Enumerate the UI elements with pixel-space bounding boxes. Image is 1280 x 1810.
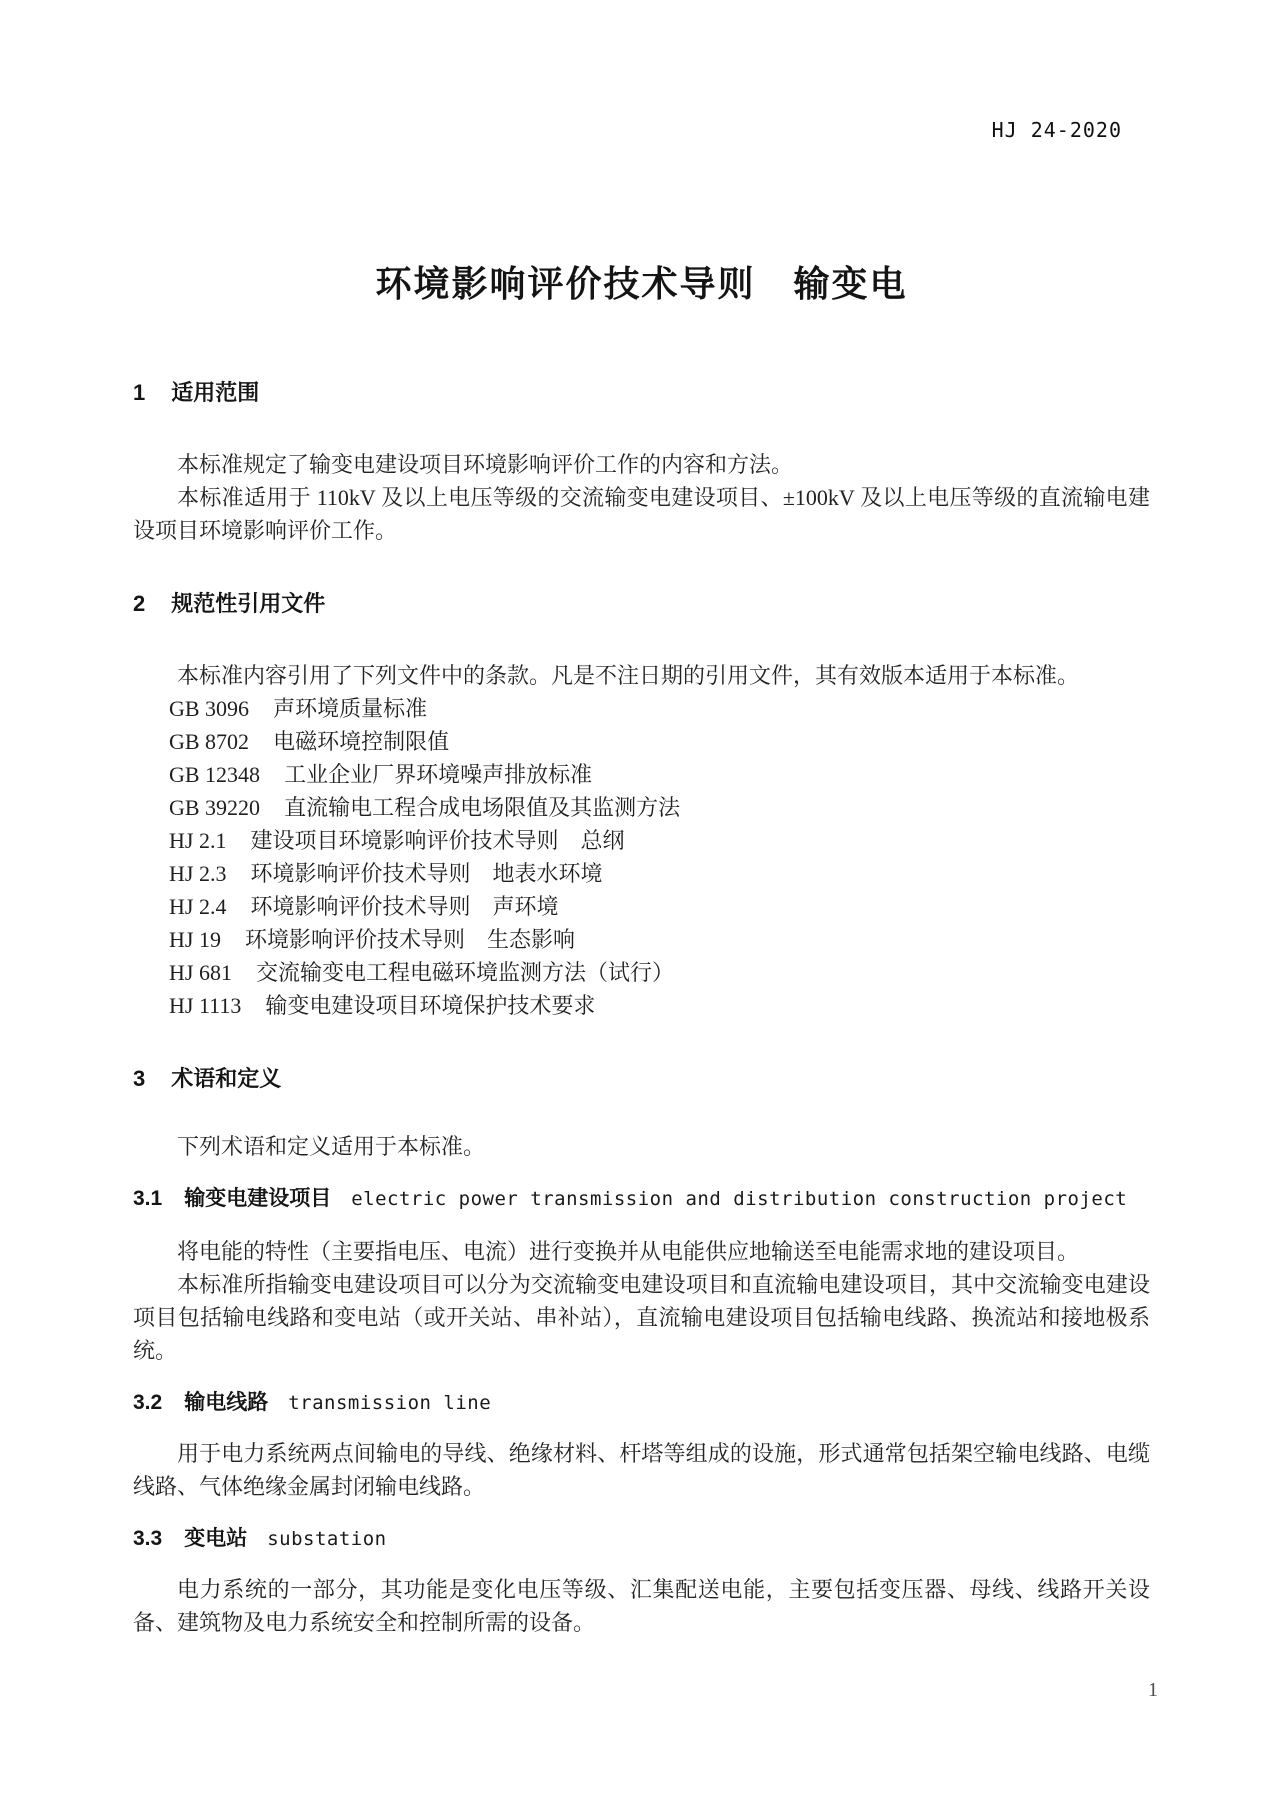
- reference-title: 环境影响评价技术导则 生态影响: [244, 927, 575, 952]
- section-1-paragraph-2: 本标准适用于 110kV 及以上电压等级的交流输变电建设项目、±100kV 及以上电压等级的直流输电建设项目环境影响评价工作。: [133, 485, 1150, 543]
- term-name-zh: 变电站: [184, 1527, 248, 1550]
- reference-list: [133, 692, 1150, 1022]
- reference-code: HJ 2.1: [169, 828, 227, 853]
- page-title: 环境影响评价技术导则 输变电: [375, 263, 908, 304]
- page-content: [0, 118, 1280, 1639]
- reference-code: GB 12348: [169, 762, 261, 787]
- term-number: 3.1: [133, 1187, 163, 1210]
- reference-title: 环境影响评价技术导则 地表水环境: [250, 861, 603, 886]
- section-1-title: 适用范围: [171, 380, 260, 405]
- term-name-en: substation: [267, 1528, 387, 1550]
- page-number: 1: [1148, 1679, 1158, 1701]
- section-3-number: 3: [133, 1066, 146, 1091]
- section-2-heading: [133, 589, 1150, 619]
- section-1-number: 1: [133, 380, 146, 405]
- reference-title: 直流输电工程合成电场限值及其监测方法: [284, 795, 681, 820]
- term-3-3-paragraph-1: 电力系统的一部分，其功能是变化电压等级、汇集配送电能，主要包括变压器、母线、线路开关设备、建筑物及电力系统安全和控制所需的设备。: [133, 1577, 1150, 1635]
- reference-title: 环境影响评价技术导则 声环境: [250, 894, 559, 919]
- reference-title: 工业企业厂界环境噪声排放标准: [284, 762, 593, 787]
- term-3-1-paragraph-2: 本标准所指输变电建设项目可以分为交流输变电建设项目和直流输电建设项目，其中交流输变电建设项目包括输电线路和变电站（或开关站、串补站），直流输电建设项目包括输电线路、换流站和接地极系统。: [133, 1272, 1150, 1363]
- reference-code: HJ 1113: [169, 993, 242, 1018]
- reference-title: 电磁环境控制限值: [273, 729, 450, 754]
- reference-code: GB 8702: [169, 729, 250, 754]
- reference-row: [169, 758, 1150, 791]
- section-3-title: 术语和定义: [171, 1066, 282, 1091]
- reference-row: [169, 923, 1150, 956]
- term-name-zh: 输电线路: [184, 1391, 269, 1414]
- reference-row: [169, 791, 1150, 824]
- section-3-heading: [133, 1064, 1150, 1094]
- reference-row: [169, 725, 1150, 758]
- section-1-heading: [133, 378, 1150, 408]
- section-2-title: 规范性引用文件: [171, 591, 326, 616]
- section-2-number: 2: [133, 591, 146, 616]
- reference-code: HJ 681: [169, 960, 232, 985]
- term-number: 3.3: [133, 1527, 163, 1550]
- reference-row: [169, 956, 1150, 989]
- reference-title: 声环境质量标准: [273, 696, 428, 721]
- reference-title: 输变电建设项目环境保护技术要求: [265, 993, 596, 1018]
- reference-title: 建设项目环境影响评价技术导则 总纲: [250, 828, 625, 853]
- term-heading-3-1: [133, 1185, 1150, 1213]
- reference-code: HJ 2.3: [169, 861, 227, 886]
- term-name-zh: 输变电建设项目: [184, 1187, 332, 1210]
- reference-code: GB 39220: [169, 795, 261, 820]
- section-1-paragraph-1: 本标准规定了输变电建设项目环境影响评价工作的内容和方法。: [177, 452, 794, 477]
- term-name-en: transmission line: [288, 1392, 492, 1414]
- reference-code: GB 3096: [169, 696, 250, 721]
- term-3-1-paragraph-1: 将电能的特性（主要指电压、电流）进行变换并从电能供应地输送至电能需求地的建设项目。: [177, 1239, 1080, 1264]
- reference-row: [169, 989, 1150, 1022]
- reference-row: [169, 890, 1150, 923]
- reference-code: HJ 2.4: [169, 894, 227, 919]
- term-3-2-paragraph-1: 用于电力系统两点间输电的导线、绝缘材料、杆塔等组成的设施，形式通常包括架空输电线路、电缆线路、气体绝缘金属封闭输电线路。: [133, 1441, 1150, 1499]
- term-name-en: electric power transmission and distribution construction project: [351, 1188, 1128, 1210]
- reference-code: HJ 19: [169, 927, 221, 952]
- section-2-intro: 本标准内容引用了下列文件中的条款。凡是不注日期的引用文件，其有效版本适用于本标准。: [177, 663, 1080, 688]
- section-3-intro: 下列术语和定义适用于本标准。: [177, 1134, 486, 1159]
- term-number: 3.2: [133, 1391, 163, 1414]
- reference-title: 交流输变电工程电磁环境监测方法（试行）: [255, 960, 674, 985]
- doc-number: HJ 24-2020: [991, 118, 1122, 142]
- reference-row: [169, 857, 1150, 890]
- reference-row: [169, 824, 1150, 857]
- reference-row: [169, 692, 1150, 725]
- term-heading-3-2: [133, 1389, 1150, 1417]
- term-heading-3-3: [133, 1525, 1150, 1553]
